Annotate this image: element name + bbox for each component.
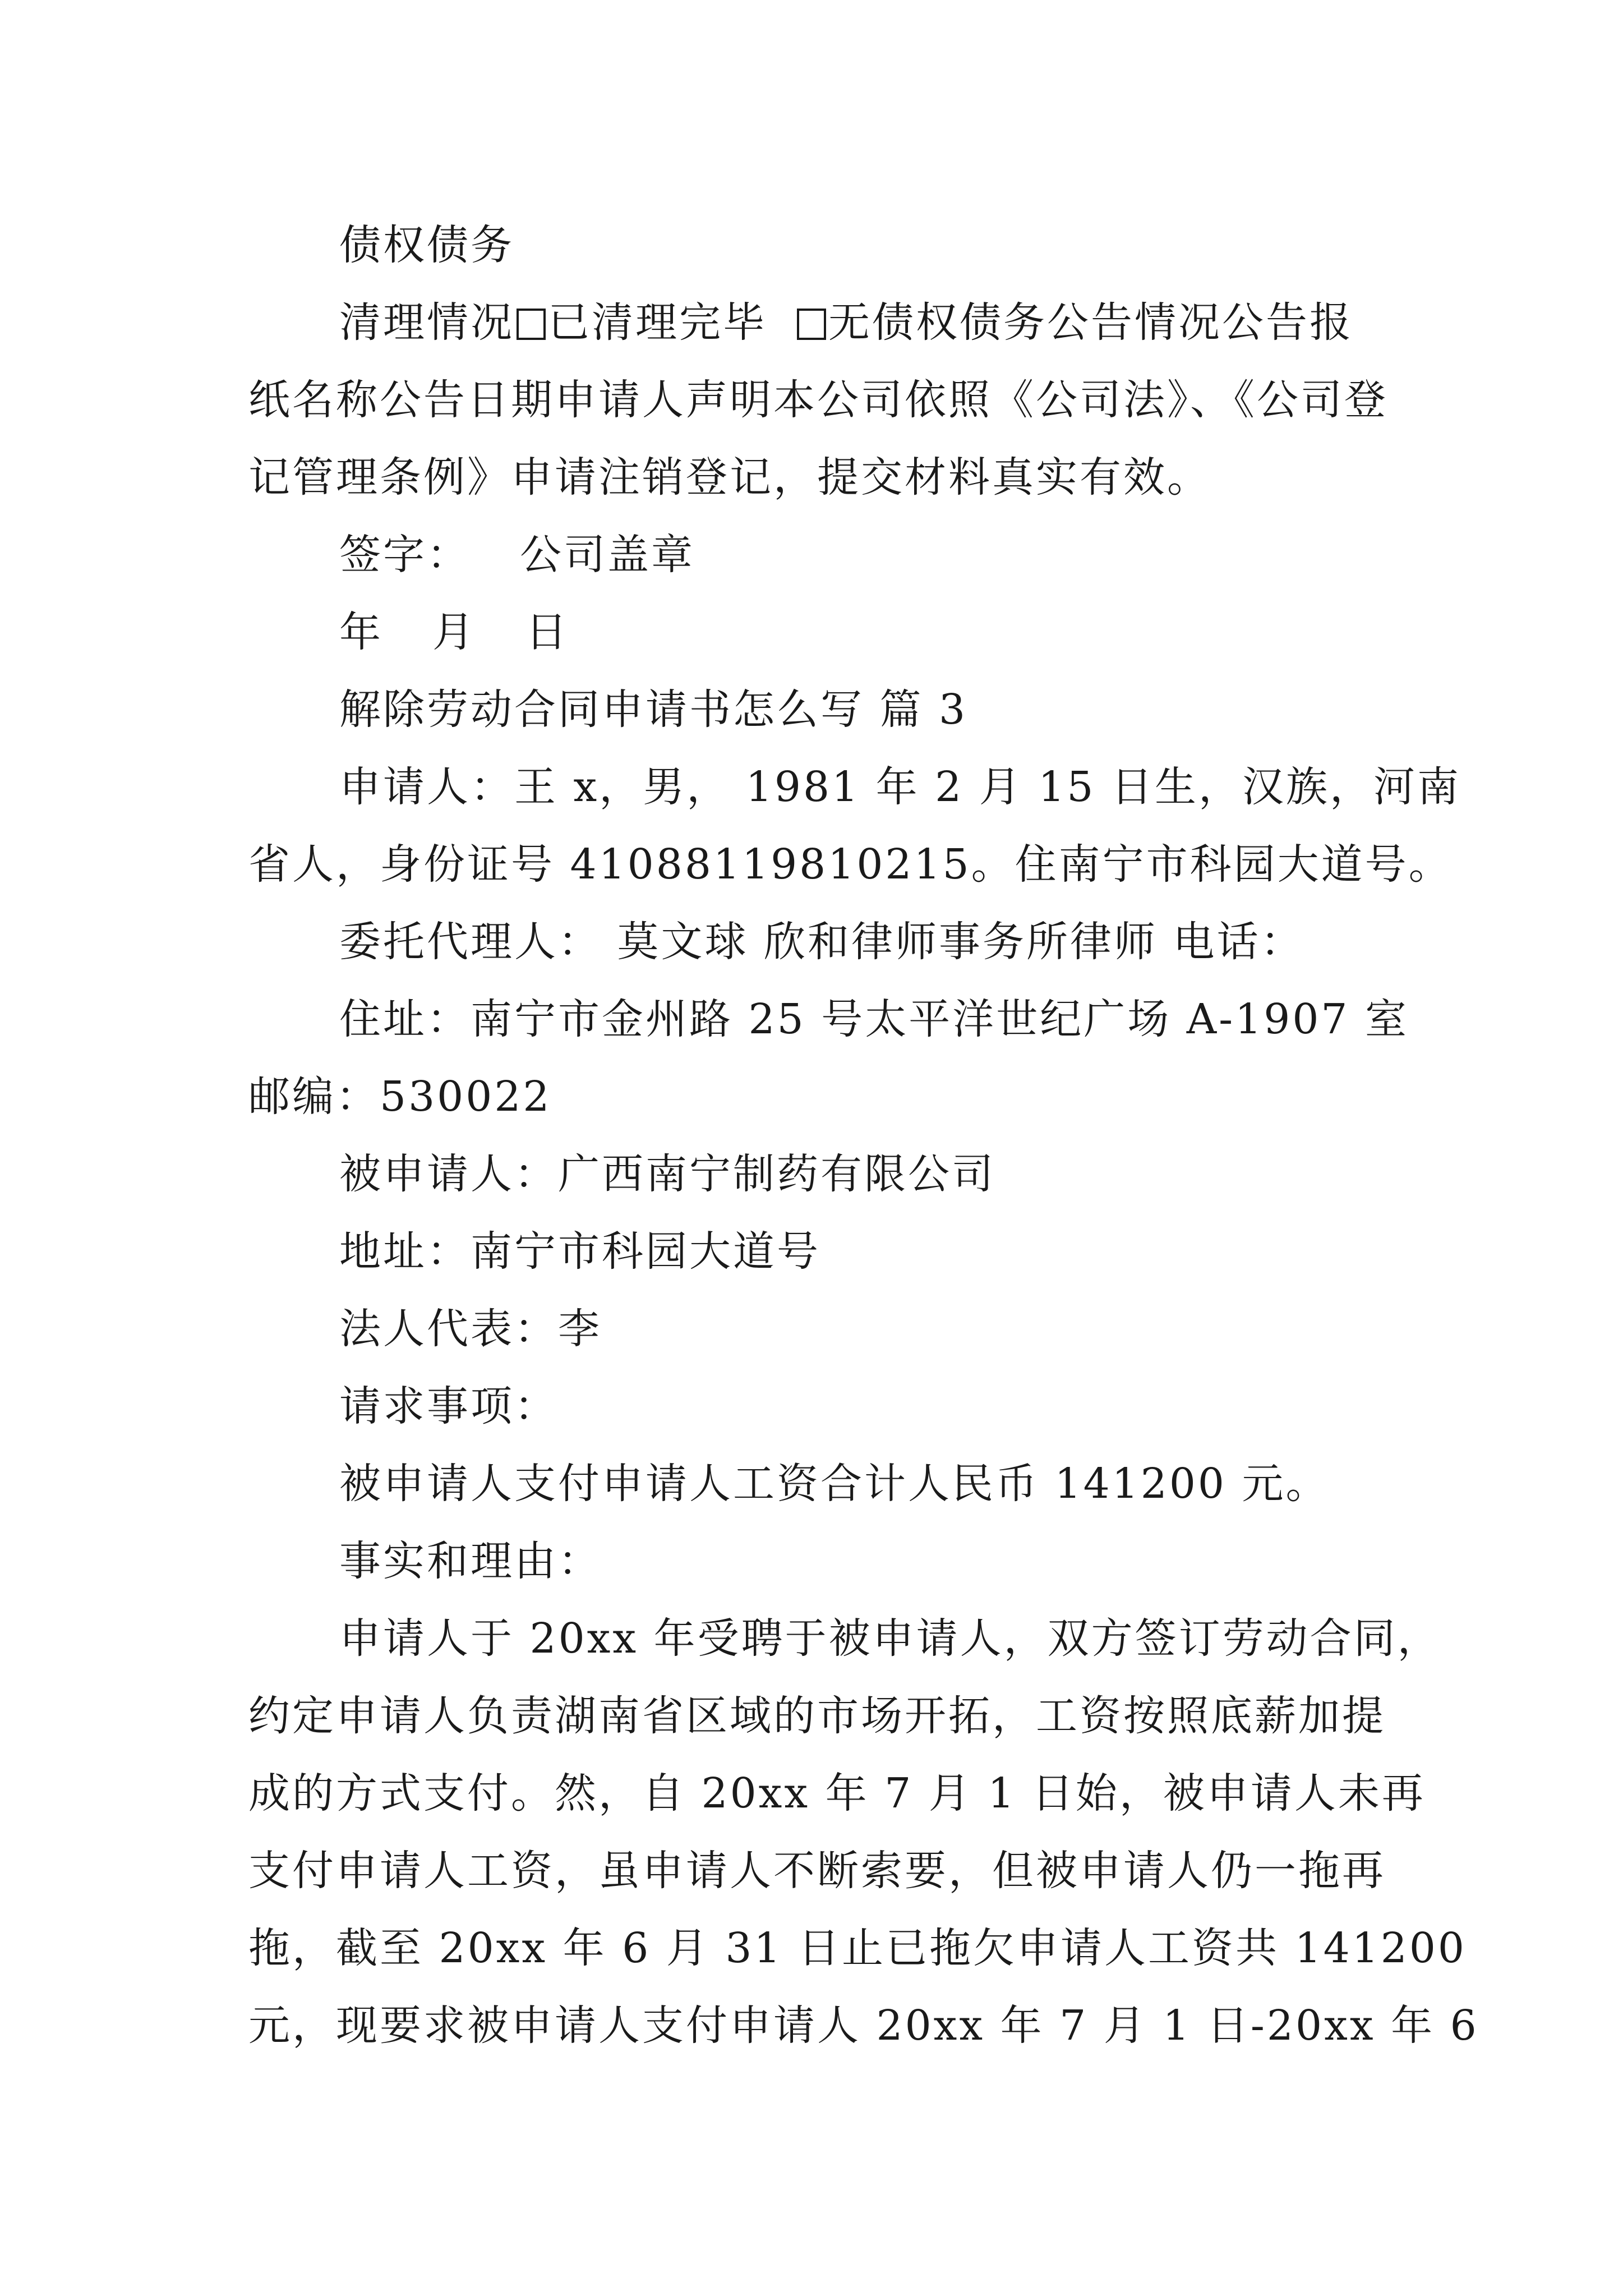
text-line-13: 被申请人：广西南宁制药有限公司 [339,1150,995,1198]
clearing-status-label: 清理情况 [339,298,514,347]
text-line-8: 申请人：王 x，男， 1981 年 2 月 15 日生，汉族，河南 [339,763,1461,811]
year-label: 年 [339,608,383,656]
option-cleared-label: 已清理完毕 [548,298,767,347]
signature-line [248,516,1393,593]
text-line-14: 地址：南宁市科园大道号 [339,1227,820,1276]
text-line-20: 约定申请人负责湖南省区域的市场开拓，工资按照底薪加提 [248,1692,1386,1740]
signature-label: 签字： [339,531,471,579]
text-line-16: 请求事项： [339,1382,558,1430]
date-line [248,593,1393,671]
text-line-24: 元，现要求被申请人支付申请人 20xx 年 7 月 1 日-20xx 年 6 [248,2001,1479,2050]
text-line-11: 住址：南宁市金州路 25 号太平洋世纪广场 A-1907 室 [339,995,1409,1043]
text-line-3: 纸名称公告日期申请人声明本公司依照《公司法》、《公司登 [248,376,1388,424]
text-line-9: 省人，身份证号 41088119810215。住南宁市科园大道号。 [248,840,1453,889]
text-line-1: 债权债务 [339,221,514,269]
company-seal-label: 公司盖章 [520,531,695,579]
text-line-17: 被申请人支付申请人工资合计人民币 141200 元。 [339,1460,1330,1508]
option-no-debts-label: 无债权债务公告情况公告报 [828,298,1353,347]
day-label: 日 [525,608,569,656]
text-line-10: 委托代理人： 莫文球 欣和律师事务所律师 电话： [339,918,1304,966]
document-body [248,206,1479,2064]
text-line-4: 记管理条例》申请注销登记，提交材料真实有效。 [248,453,1211,501]
text-line-21: 成的方式支付。然，自 20xx 年 7 月 1 日始，被申请人未再 [248,1769,1426,1818]
text-line-19: 申请人于 20xx 年受聘于被申请人，双方签订劳动合同， [339,1614,1441,1663]
text-line-23: 拖，截至 20xx 年 6 月 31 日止已拖欠申请人工资共 141200 [248,1924,1467,1972]
checkbox-icon [797,309,826,340]
section-heading: 解除劳动合同申请书怎么写 篇 3 [339,685,968,734]
text-line-2 [248,284,1393,361]
text-line-12: 邮编：530022 [248,1073,552,1121]
month-label: 月 [432,608,476,656]
text-line-22: 支付申请人工资，虽申请人不断索要，但被申请人仍一拖再 [248,1847,1386,1895]
text-line-15: 法人代表：李 [339,1305,602,1353]
checkbox-icon [517,309,546,340]
text-line-18: 事实和理由： [339,1537,602,1585]
